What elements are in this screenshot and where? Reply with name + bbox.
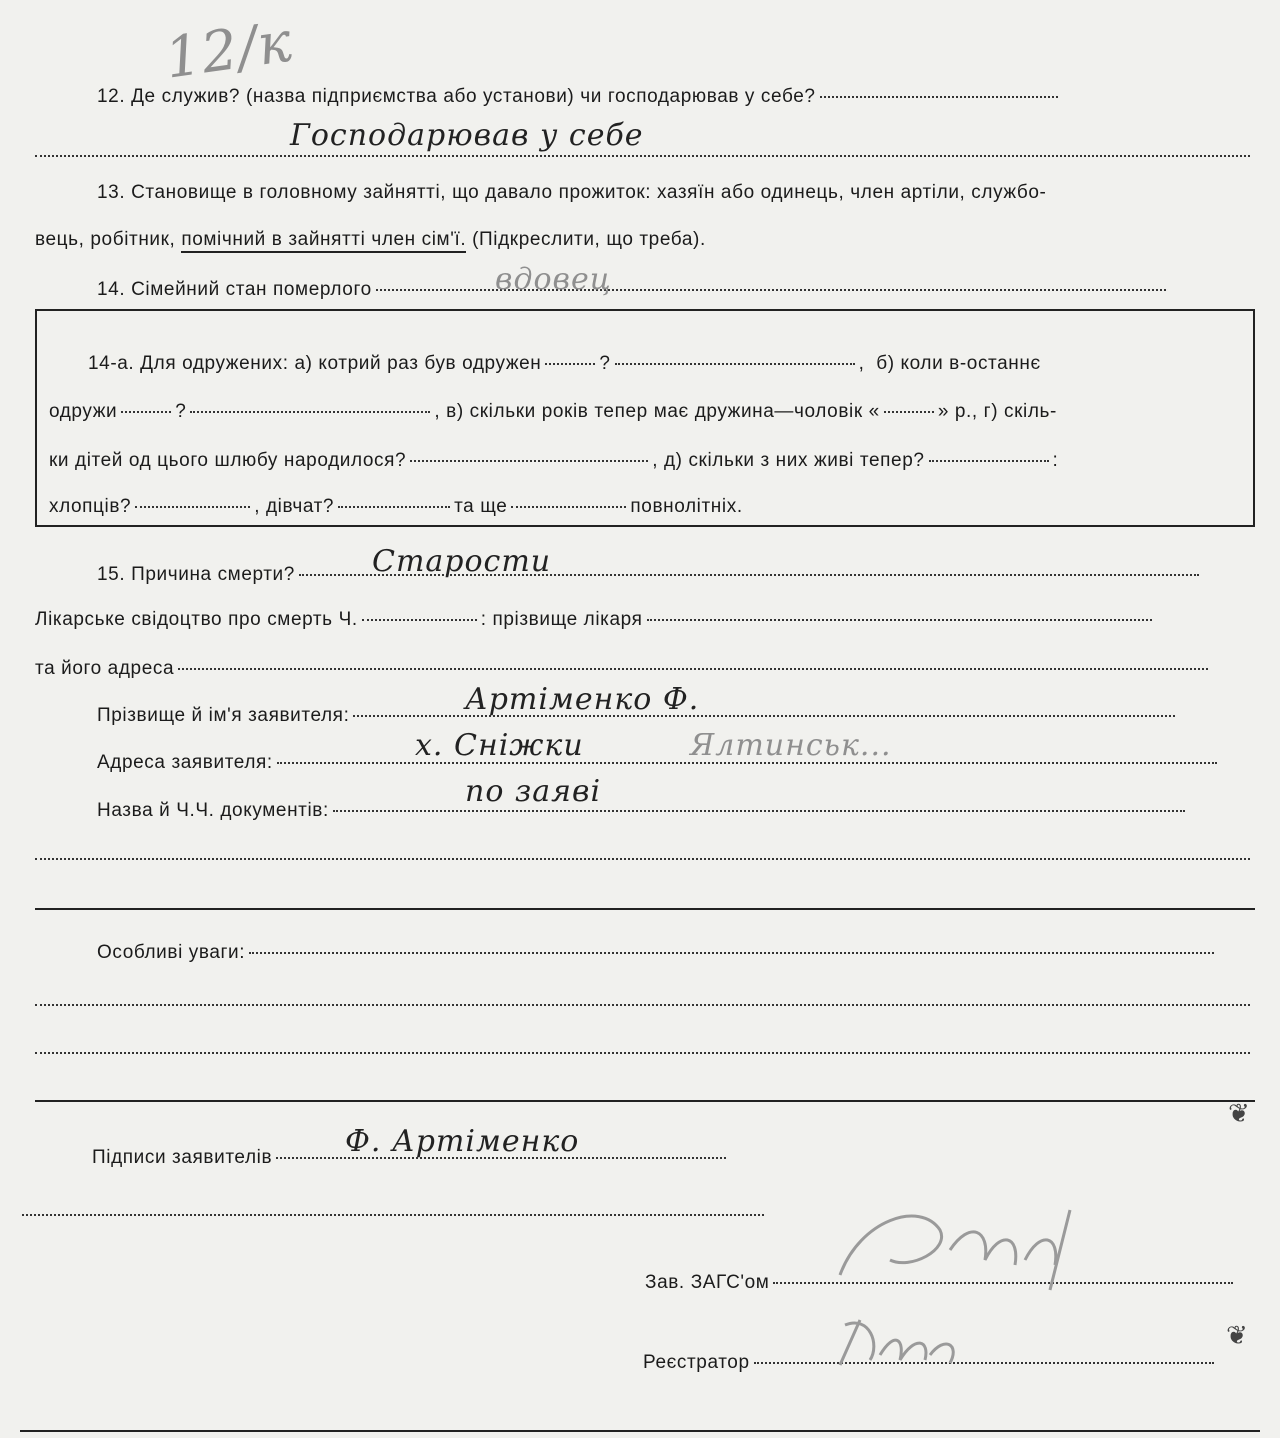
q14a-text-2a: одружи	[49, 401, 118, 422]
q14-line	[97, 279, 1170, 301]
q14a-text-3b: д) скільки з них живі тепер?	[663, 450, 925, 471]
remarks-dots	[249, 951, 1214, 954]
applicant-address-line	[97, 752, 1221, 774]
section-divider-2	[35, 1100, 1255, 1102]
q12-answer-line	[35, 155, 1250, 157]
applicant-name-label: Прізвище й ім'я заявителя:	[97, 705, 350, 726]
q14a-dots-1b	[615, 362, 855, 365]
q14a-dots-4b	[338, 505, 450, 508]
doctor-dots	[647, 618, 1152, 621]
q14a-text-1b: б) коли в-останнє	[876, 353, 1041, 374]
q13-line2	[35, 229, 706, 253]
head-signature	[800, 1190, 1120, 1300]
margin-note: 12/к	[161, 9, 297, 92]
q12-answer: Господарював у себе	[290, 118, 644, 153]
head-label: Зав. ЗАГС'ом	[645, 1272, 770, 1293]
stamp-mark-icon-2: ❦	[1226, 1320, 1248, 1350]
q13-line1	[97, 182, 1047, 204]
q14a-dots-3a	[410, 459, 648, 462]
registrar-signature	[800, 1305, 1000, 1375]
documents-value: по заяві	[465, 774, 602, 809]
certificate-dots	[362, 618, 477, 621]
doctor-label: прізвище лікаря	[492, 609, 643, 630]
q14a-text-4b: дівчат?	[266, 496, 335, 517]
documents-label: Назва й Ч.Ч. документів:	[97, 800, 329, 821]
registrar-label: Реєстратор	[643, 1352, 750, 1373]
q14a-dots-4a	[135, 505, 250, 508]
q14a-line3: ки дітей од цього шлюбу народилося? , д) скільки з них живі тепер? :	[49, 450, 1059, 471]
documents-extra-line	[35, 858, 1250, 860]
q14a-text-3a: ки дітей од цього шлюбу народилося?	[49, 450, 407, 471]
q14a-text-1a: 14-а. Для одружених: а) котрий раз був одружен	[88, 353, 542, 374]
stamp-mark-icon: ❦	[1228, 1098, 1250, 1128]
q15-line	[97, 564, 1203, 586]
q15-label: 15. Причина смерти?	[97, 564, 295, 585]
q14a-dots-1a	[545, 362, 595, 365]
q13-text-3: (Підкреслити, що треба).	[472, 229, 706, 250]
documents-line	[97, 800, 1189, 822]
q14a-text-4d: повнолітніх.	[630, 496, 743, 517]
applicant-name-value: Артіменко Ф.	[465, 682, 700, 717]
q13-text-2: вець, робітник,	[35, 229, 176, 250]
applicant-address-value: х. Сніжки	[415, 728, 584, 763]
q12-label: 12. Де служив? (назва підприємства або установи) чи господарював у себе?	[97, 86, 816, 107]
q14a-dots-2a	[121, 410, 171, 413]
q12-label-line	[97, 86, 1062, 108]
certificate-label: Лікарське свідоцтво про смерть Ч.	[35, 609, 358, 630]
doctor-address-label: та його адреса	[35, 658, 175, 679]
signatures-label: Підписи заявителів	[92, 1147, 273, 1168]
remarks-line-3	[35, 1052, 1250, 1054]
documents-dots	[333, 809, 1185, 812]
q14a-text-4a: хлопців?	[49, 496, 132, 517]
q14a-dots-3b	[929, 459, 1049, 462]
remarks-line	[97, 942, 1218, 964]
applicant-address-value-faint: Ялтинськ...	[690, 728, 892, 763]
remarks-label: Особливі уваги:	[97, 942, 246, 963]
q14a-line1: 14-а. Для одружених: а) котрий раз був одружен ? , б) коли в-останнє	[88, 353, 1041, 374]
q14-label: 14. Сімейний стан померлого	[97, 279, 372, 300]
q14a-dots-2b	[190, 410, 430, 413]
certificate-line: Лікарське свідоцтво про смерть Ч. : прізвище лікаря	[35, 609, 1156, 631]
signatures-value: Ф. Артіменко	[345, 1124, 580, 1159]
q14-answer: вдовец	[495, 262, 612, 297]
q14a-dots-2c	[884, 410, 934, 413]
section-divider-1	[35, 908, 1255, 910]
q15-answer: Старости	[372, 544, 552, 579]
bottom-border	[20, 1430, 1260, 1432]
doctor-address-line	[35, 658, 1212, 680]
q14a-text-4c: та ще	[454, 496, 508, 517]
q14a-line2: одружи ? , в) скільки років тепер має дружина—чоловік « » р., г) скіль-	[49, 401, 1057, 422]
doctor-address-dots	[178, 667, 1208, 670]
q14a-line4: хлопців? , дівчат? та ще повнолітніх.	[49, 496, 743, 517]
q12-dots	[820, 95, 1058, 98]
applicant-address-label: Адреса заявителя:	[97, 752, 273, 773]
signatures-line-2	[22, 1214, 764, 1216]
q13-text-1: 13. Становище в головному зайнятті, що давало прожиток: хазяїн або одинець, член артіли, службо-	[97, 182, 1047, 203]
remarks-line-2	[35, 1004, 1250, 1006]
q14a-text-2b: в) скільки років тепер має дружина—чоловік «	[446, 401, 880, 422]
q14a-dots-4c	[511, 505, 626, 508]
q14a-text-2c: » р., г) скіль-	[937, 401, 1057, 422]
q13-underlined-choice: помічний в зайнятті член сім'ї.	[181, 229, 466, 253]
